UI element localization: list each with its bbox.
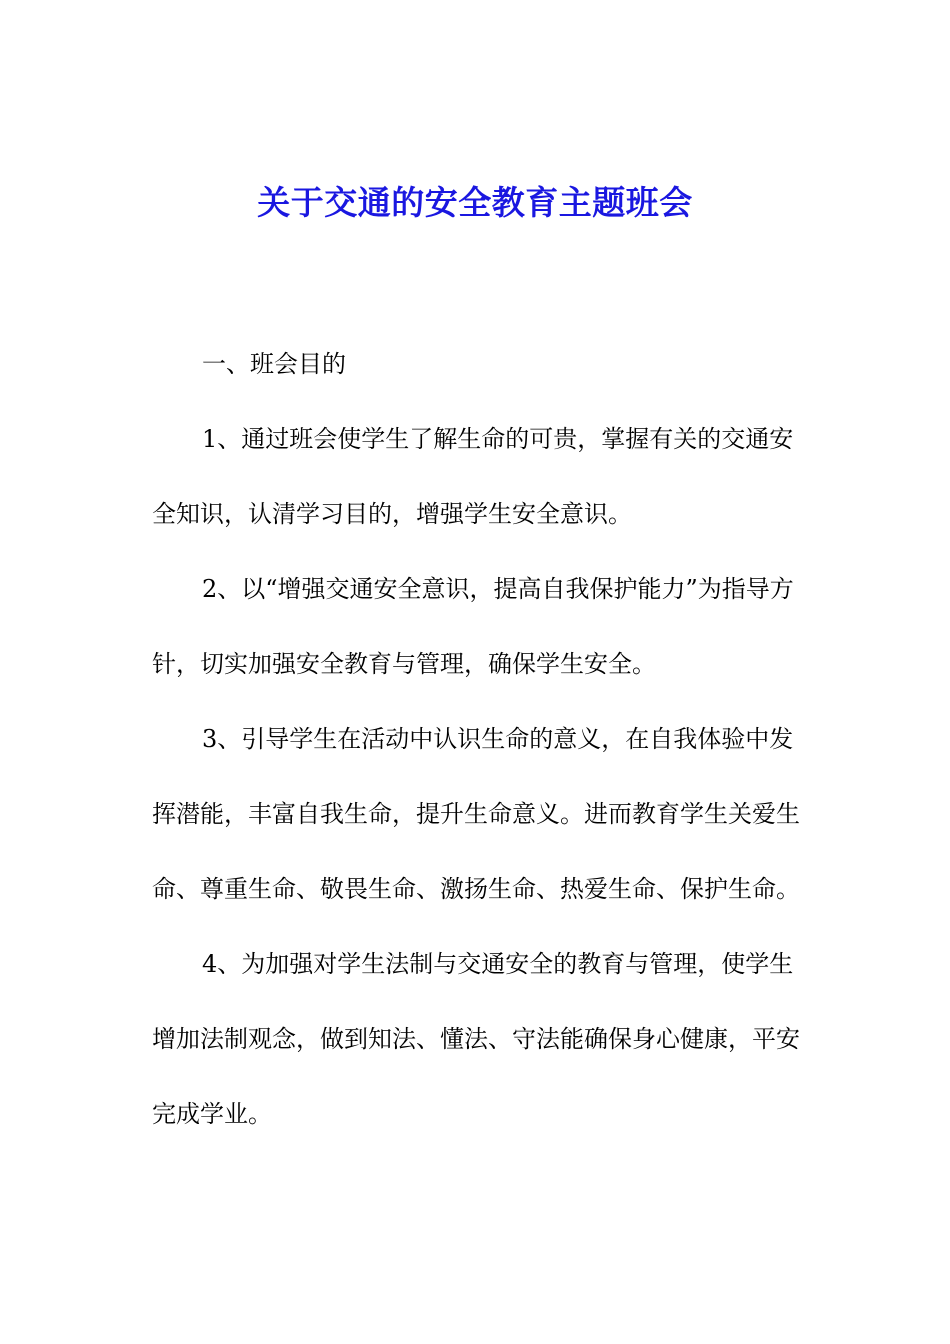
paragraph-4: 4、为加强对学生法制与交通安全的教育与管理，使学生增加法制观念，做到知法、懂法、守法能确保身心健康，平安完成学业。	[152, 950, 800, 1128]
section-heading: 一、班会目的	[202, 350, 346, 378]
paragraph-3: 3、引导学生在活动中认识生命的意义，在自我体验中发挥潜能，丰富自我生命，提升生命意义。进而教育学生关爱生命、尊重生命、敬畏生命、激扬生命、热爱生命、保护生命。	[152, 725, 800, 903]
document-title: 关于交通的安全教育主题班会	[257, 183, 693, 222]
paragraph-2: 2、以“增强交通安全意识，提高自我保护能力”为指导方针，切实加强安全教育与管理，确保学生安全。	[152, 575, 794, 678]
document-body	[152, 327, 804, 1152]
paragraph-1: 1、通过班会使学生了解生命的可贵，掌握有关的交通安全知识，认清学习目的，增强学生安全意识。	[152, 425, 794, 528]
